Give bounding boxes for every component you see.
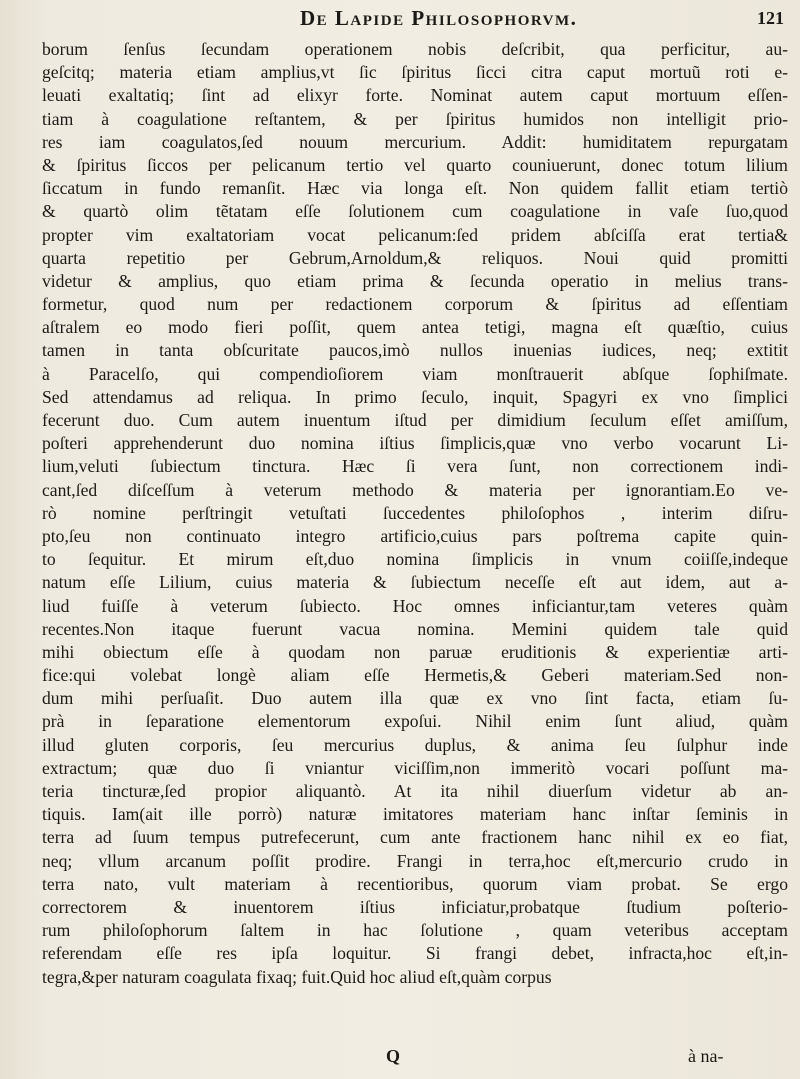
text-line: rum philoſophorum ſaltem in hac ſolutione , quam veteribus acceptam xyxy=(42,920,788,941)
catchword: à na- xyxy=(688,1046,724,1066)
text-line: referendam eſſe res ipſa loquitur. Si frangi debet, infracta,hoc eſt,in- xyxy=(42,943,788,964)
text-line: fecerunt duo. Cum autem inuentum iſtud per dimidium ſeculum eſſet amiſſum, xyxy=(42,410,788,430)
text-line: formetur, quod num per redactionem corporum & ſpiritus ad eſſentiam xyxy=(42,294,788,315)
text-line: fice:qui volebat longè aliam eſſe Hermetis,& Geberi materiam.Sed non- xyxy=(42,665,788,686)
text-line: tegra,&per naturam coagulata fixaq; fuit.Quid hoc aliud eſt,quàm corpus xyxy=(42,966,552,987)
text-line: Sed attendamus ad reliqua. In primo ſeculo, inquit, Spagyri ex vno ſimplici xyxy=(42,386,788,407)
text-line: tiquis. Iam(ait ille porrò) naturæ imitatores materiam hanc inſtar ſeminis in xyxy=(42,804,788,825)
text-line: terra ad ſuum tempus putrefecerunt, cum ante fractionem hanc nihil ex eo fiat, xyxy=(42,827,788,848)
text-line: terra nato, vult materiam à recentioribus, quorum viam probat. Se ergo xyxy=(42,873,788,894)
text-line: natum eſſe Lilium, cuius materia & ſubiectum neceſſe eſt aut idem, aut a- xyxy=(42,572,788,593)
running-head xyxy=(0,6,800,36)
text-line: rò nomine perſtringit vetuſtati ſuccedentes philoſophos , interim diſru- xyxy=(42,502,788,523)
text-line: tiam à coagulatione reſtantem, & per ſpiritus humidos non intelligit prio- xyxy=(42,108,788,129)
running-title: De Lapide Philosophorvm. xyxy=(300,6,578,30)
text-line: à Paracelſo, qui compendioſiorem viam monſtrauerit abſque ſophiſmate. xyxy=(42,363,788,384)
text-line: poſteri apprehenderunt duo nomina iſtius ſimplicis,quæ vno verbo vocarunt Li- xyxy=(42,433,788,454)
text-line: recentes.Non itaque fuerunt vacua nomina. Memini quidem tale quid xyxy=(42,618,788,639)
text-line: videtur & amplius, quo etiam prima & ſecunda operatio in melius trans- xyxy=(42,270,788,291)
page-footer xyxy=(0,1046,800,1072)
text-line: neq; vllum arcanum poſſit prodire. Frangi in terra,hoc eſt,mercurio crudo in xyxy=(42,850,788,871)
text-line: dum mihi perſuaſit. Duo autem illa quæ ex vno ſint facta, etiam ſu- xyxy=(42,688,788,709)
text-line: correctorem & inuentorem iſtius inficiatur,probatque ſtudium poſterio- xyxy=(42,896,788,917)
text-line: aſtralem eo modo fieri poſſit, quem antea tetigi, magna eſt quæſtio, cuius xyxy=(42,317,788,338)
text-line: to ſequitur. Et mirum eſt,duo nomina ſimplicis in vnum coiiſſe,indeque xyxy=(42,549,788,570)
text-line: prà in ſeparatione elementorum expoſui. Nihil enim ſunt aliud, quàm xyxy=(42,711,788,732)
text-line: tamen in tanta obſcuritate paucos,imò nullos inuenias iudices, neq; extitit xyxy=(42,340,788,361)
text-line: & quartò olim tẽtatam eſſe ſolutionem cum coagulatione in vaſe ſuo,quod xyxy=(42,201,788,222)
text-line: illud gluten corporis, ſeu mercurius duplus, & anima ſeu ſulphur inde xyxy=(42,734,788,755)
text-line: res iam coagulatos,ſed nouum mercurium. Addit: humiditatem repurgatam xyxy=(42,131,788,152)
text-line: mihi obiectum eſſe à quodam non paruæ eruditionis & experientiæ arti- xyxy=(42,641,788,662)
text-line: liud fuiſſe à veterum ſubiecto. Hoc omnes inficiantur,tam veteres quàm xyxy=(42,595,788,616)
text-line: leuati exaltatiq; ſint ad elixyr forte. Nominat autem caput mortuum eſſen- xyxy=(42,85,788,106)
signature-mark: Q xyxy=(386,1046,401,1066)
text-line: & ſpiritus ſiccos per pelicanum tertio vel quarto couniuerunt, donec totum lilium xyxy=(42,154,788,175)
text-line: propter vim exaltatoriam vocat pelicanum:ſed pridem abſciſſa erat tertia& xyxy=(42,224,788,245)
text-line: teria tincturæ,ſed propior aliquantò. At ita nihil diuerſum videtur ab an- xyxy=(42,781,788,801)
text-line: cant,ſed diſceſſum à veterum methodo & materia per ignorantiam.Eo ve- xyxy=(42,479,788,500)
text-line: lium,veluti ſubiectum tinctura. Hæc ſi vera ſunt, non correctionem indi- xyxy=(42,456,788,477)
text-line: ſiccatum in fundo remanſit. Hæc via longa eſt. Non quidem fallit etiam tertiò xyxy=(42,178,788,199)
text-line: geſcitq; materia etiam amplius,vt ſic ſpiritus ſicci citra caput mortuũ roti e- xyxy=(42,62,788,83)
page-number: 121 xyxy=(757,8,784,28)
text-line: pto,ſeu non continuato integro artificio,cuius pars poſtrema capite quin- xyxy=(42,525,788,546)
text-line: borum ſenſus ſecundam operationem nobis deſcribit, qua perficitur, au- xyxy=(42,39,788,59)
text-line: extractum; quæ duo ſi vniantur viciſſim,non immeritò vocari poſſunt ma- xyxy=(42,757,788,778)
text-line: quarta repetitio per Gebrum,Arnoldum,& reliquos. Noui quid promitti xyxy=(42,247,788,268)
body-text xyxy=(42,38,788,989)
